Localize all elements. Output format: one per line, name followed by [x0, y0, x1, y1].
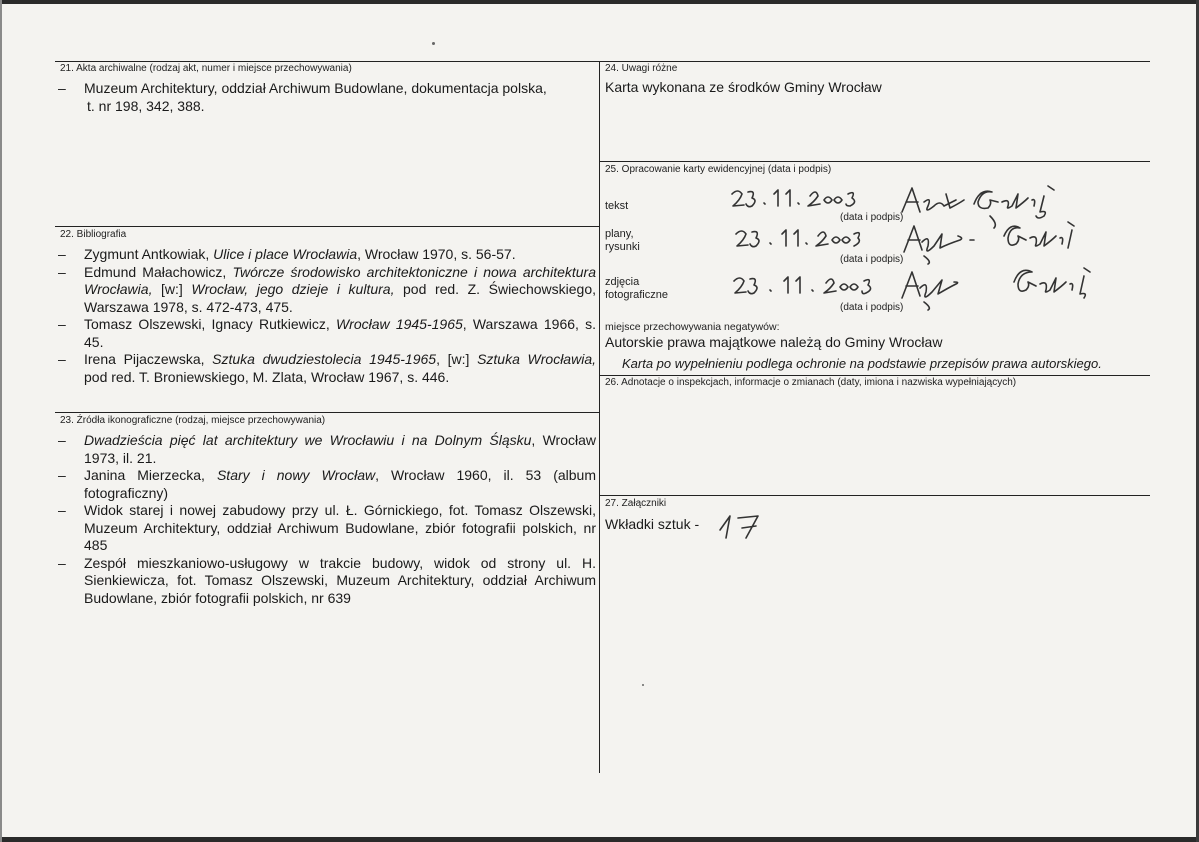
bib-details: , Wrocław 1970, s. 56-57. [357, 246, 516, 262]
handwritten-signature-zdjecia [898, 262, 1103, 312]
scan-speck [432, 42, 435, 45]
source-author: Janina Mierzecka, [84, 467, 217, 483]
list-item [58, 351, 596, 386]
caption-data-podpis: (data i podpis) [840, 212, 904, 223]
row-label-plany: plany, [605, 228, 634, 240]
handwritten-signature-plany [900, 216, 1080, 266]
bib-details: , Warszawa 1966, s. 45. [84, 316, 597, 350]
bib-details: pod red. Z. Świechowskiego, Warszawa 1978, s. 472-473, 475. [84, 281, 597, 315]
handwritten-inserts-count [716, 510, 766, 542]
bib-title: Wrocław, jego dzieje i kultura, [191, 281, 395, 297]
list-item [58, 502, 596, 555]
handwritten-date-tekst [730, 186, 860, 212]
bib-title: Sztuka Wrocławia, [477, 351, 596, 367]
bib-title: Wrocław 1945-1965 [335, 316, 463, 332]
iconography-list [58, 432, 596, 607]
scan-edge-top [0, 0, 1199, 4]
section-21-list [58, 80, 588, 115]
handwritten-date-plany [734, 226, 864, 252]
list-item [58, 264, 596, 317]
bib-details: , [w:] [436, 351, 478, 367]
archive-entry: Muzeum Architektury, oddział Archiwum Budowlane, dokumentacja polska, [84, 80, 547, 96]
bib-details: [w:] [152, 281, 192, 297]
inserts-count-label: Wkładki sztuk - [605, 516, 700, 532]
archive-entry-continued: t. nr 198, 342, 388. [87, 97, 205, 114]
section-22-header: 22. Bibliografia [60, 229, 127, 240]
notes-text: Karta wykonana ze środków Gminy Wrocław [605, 79, 882, 95]
source-details: , Wrocław 1973, il. 21. [84, 432, 596, 466]
rule-27-top [600, 495, 1150, 496]
section-27-header: 27. Załączniki [605, 498, 667, 509]
rule-25-top [600, 161, 1150, 162]
section-26-header: 26. Adnotacje o inspekcjach, informacje o zmianach (daty, imiona i nazwiska wypełniających) [605, 377, 1017, 388]
scan-edge-bottom [0, 837, 1199, 842]
bibliography-list [58, 246, 596, 386]
row-label-zdjecia: zdjęcia [605, 276, 640, 288]
list-item [58, 80, 588, 115]
row-label-rysunki: rysunki [605, 241, 640, 253]
source-details: Zespół mieszkaniowo-usługowy w trakcie budowy, widok od strony ul. H. Sienkiewicza, fot. Tomasz Olszewski, Muzeum Architektury, oddział Archiwum Budowlane, zbiór fotografii polskich, nr 639 [84, 554, 596, 606]
rule-center [599, 61, 600, 773]
scan-speck [642, 684, 644, 686]
bib-details: pod red. T. Broniewskiego, M. Zlata, Wrocław 1967, s. 446. [84, 368, 450, 385]
bib-author: Edmund Małachowicz, [84, 263, 233, 280]
caption-data-podpis: (data i podpis) [840, 254, 904, 265]
caption-data-podpis: (data i podpis) [840, 302, 904, 313]
source-title: Stary i nowy Wrocław [216, 467, 376, 483]
bib-title: Sztuka dwudziestolecia 1945-1965 [212, 351, 437, 367]
section-21-header: 21. Akta archiwalne (rodzaj akt, numer i miejsce przechowywania) [60, 63, 352, 74]
bib-author: Tomasz Olszewski, Ignacy Rutkiewicz, [84, 316, 336, 332]
handwritten-date-zdjecia [732, 273, 882, 299]
section-23-header: 23. Źródła ikonograficzne (rodzaj, miejsce przechowywania) [60, 415, 326, 426]
list-item [58, 467, 596, 502]
list-item [58, 432, 596, 467]
section-24-header: 24. Uwagi różne [605, 63, 678, 74]
negatives-location-label: miejsce przechowywania negatywów: [605, 321, 780, 333]
rule-26-top [600, 375, 1150, 376]
row-label-fotograficzne: fotograficzne [605, 289, 668, 301]
rule-22-top [55, 226, 599, 227]
list-item [58, 246, 596, 264]
source-details: Widok starej i nowej zabudowy przy ul. Ł. Górnickiego, fot. Tomasz Olszewski, Muzeum Architektury, oddział Archiwum Budowlane, zbiór fotografii polskich, nr 485 [84, 502, 596, 553]
bib-author: Zygmunt Antkowiak, [84, 246, 214, 262]
list-item [58, 316, 596, 351]
source-details: , Wrocław 1960, il. 53 (album fotograficzny) [84, 467, 597, 501]
bib-title: Twórcze środowisko architektoniczne i nowa architektura Wrocławia, [84, 263, 597, 297]
bib-author: Irena Pijaczewska, [84, 351, 213, 367]
rule-23-top [55, 412, 599, 413]
source-title: Dwadzieścia pięć lat architektury we Wrocławiu i na Dolnym Śląsku [84, 432, 532, 448]
scan-edge-left [0, 0, 2, 842]
copyright-ownership: Autorskie prawa majątkowe należą do Gminy Wrocław [605, 334, 943, 350]
rule-top [55, 61, 1150, 62]
copyright-note: Karta po wypełnieniu podlega ochronie na podstawie przepisów prawa autorskiego. [622, 356, 1102, 371]
row-label-tekst: tekst [605, 200, 629, 212]
bib-title: Ulice i place Wrocławia [213, 246, 358, 262]
section-25-header: 25. Opracowanie karty ewidencyjnej (data i podpis) [605, 164, 832, 175]
list-item [58, 555, 596, 608]
